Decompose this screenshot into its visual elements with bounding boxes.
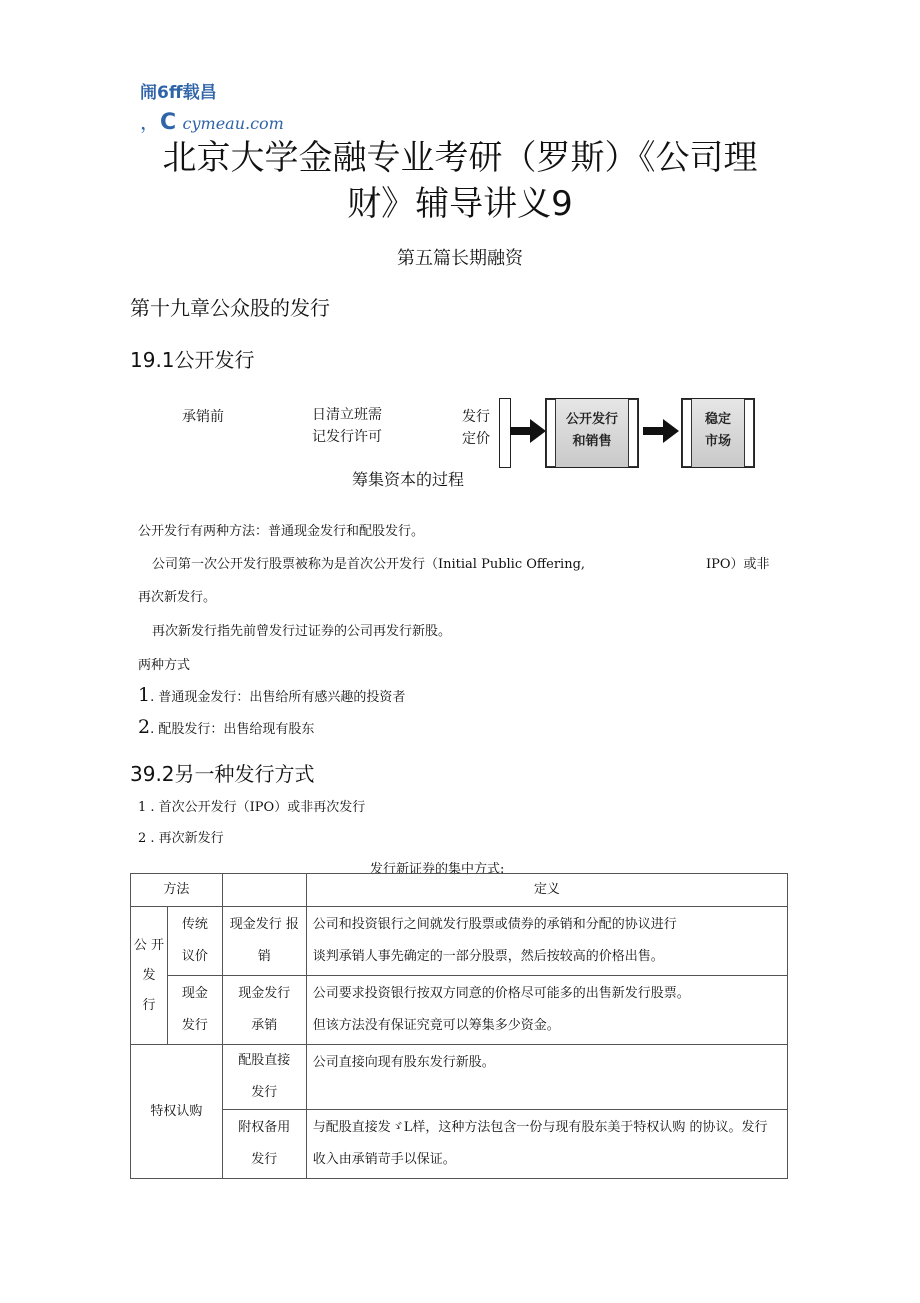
paragraph-2c: 再次新发行。 bbox=[138, 590, 217, 605]
sub-label-line1: 传统 bbox=[181, 917, 208, 932]
diagram-steps-line1: 日清立班需 bbox=[312, 407, 382, 423]
diagram-pricing-line1: 发行 bbox=[462, 409, 490, 425]
sub-label-line2: 发行 bbox=[181, 1018, 208, 1033]
sub-label-line1: 现金 bbox=[181, 986, 208, 1001]
paragraph-4: 两种方式 bbox=[138, 658, 191, 673]
definition-line1: 公司和投资银行之间就发行股票或债券的承销和分配的协议进行 bbox=[312, 917, 677, 932]
arrow-right-icon bbox=[643, 419, 679, 443]
list-item bbox=[138, 684, 405, 706]
list-item bbox=[138, 716, 314, 738]
section-heading-2: 39.2另一种发行方式 bbox=[130, 762, 315, 786]
list-item-number: 1 bbox=[138, 684, 151, 706]
table-row-name bbox=[222, 907, 306, 976]
table-row-definition bbox=[306, 907, 787, 976]
diagram-box-stabilize bbox=[681, 398, 755, 468]
diagram-box-offering-line2: 和销售 bbox=[572, 434, 612, 449]
group-public-offering-line3: 行 bbox=[142, 997, 156, 1013]
group-public-offering-line2: 发 bbox=[142, 967, 156, 983]
paragraph-2a: 公司第一次公开发行股票被称为是首次公开发行（Initial Public Offering, bbox=[152, 557, 586, 572]
group-public-offering-line1: 公 开 bbox=[133, 937, 165, 953]
diagram-pre-label: 承销前 bbox=[182, 409, 224, 425]
definition-line2: 谈判承销人事先确定的一部分股票，然后按较高的价格出售。 bbox=[312, 949, 664, 964]
list-item-text: . 配股发行：出售给现有股东 bbox=[150, 722, 315, 737]
list-item-text: . 普通现金发行：出售给所有感兴趣的投资者 bbox=[150, 690, 406, 705]
table-row-name bbox=[222, 1110, 306, 1179]
diagram-steps-line2: 记发行许可 bbox=[312, 429, 382, 445]
diagram-box-stabilize-line2: 市场 bbox=[704, 434, 731, 449]
header-method: 方法 bbox=[131, 874, 223, 907]
header-empty bbox=[222, 874, 306, 907]
paragraph-2b: IPO）或非 bbox=[706, 557, 770, 572]
method-name-line1: 配股直接 bbox=[238, 1053, 291, 1068]
definition-line1: 与配股直接发ゞL样，这种方法包含一份与现有股东美于特权认购 的协议。发行 bbox=[312, 1120, 768, 1135]
table-row-sub bbox=[167, 976, 222, 1045]
paragraph-3: 再次新发行指先前曾发行过证券的公司再发行新股。 bbox=[152, 624, 452, 639]
diagram-box-stabilize-line1: 稳定 bbox=[704, 412, 731, 427]
header-definition: 定义 bbox=[306, 874, 787, 907]
method-name-line1: 现金发行 bbox=[238, 986, 291, 1001]
group-public-offering bbox=[131, 907, 168, 1045]
list-item-number: 2 bbox=[138, 716, 151, 738]
list-item: 2 . 再次新发行 bbox=[138, 831, 224, 846]
table-row-definition bbox=[306, 1110, 787, 1179]
watermark-url: cymeau.com bbox=[182, 114, 284, 133]
diagram-pricing bbox=[462, 406, 490, 450]
sub-label-line2: 议价 bbox=[181, 949, 208, 964]
table-caption: 发行新证券的集中方式: bbox=[370, 862, 505, 877]
document-title-line2: 财》辅导讲义9 bbox=[347, 184, 573, 224]
table-row-name bbox=[222, 976, 306, 1045]
method-name-line2: 发行 bbox=[251, 1085, 278, 1100]
definition-line2: 但该方法没有保证究竟可以筹集多少资金。 bbox=[312, 1018, 560, 1033]
table-row-name bbox=[222, 1045, 306, 1110]
paragraph-1: 公开发行有两种方法：普通现金发行和配股发行。 bbox=[138, 524, 425, 539]
document-title-line1: 北京大学金融专业考研（罗斯）《公司理 bbox=[162, 138, 758, 178]
watermark-line2 bbox=[140, 106, 284, 135]
definition-line1: 公司直接向现有股东发行新股。 bbox=[312, 1055, 495, 1070]
part-heading: 第五篇长期融资 bbox=[397, 248, 523, 269]
method-name-line2: 发行 bbox=[251, 1152, 278, 1167]
group-rights-offering: 特权认购 bbox=[131, 1045, 223, 1179]
section-heading-1: 19.1公开发行 bbox=[130, 348, 255, 372]
watermark-line1: 闹6ff载昌 bbox=[140, 83, 217, 103]
diagram-box-offering-line1: 公开发行 bbox=[565, 412, 618, 427]
chapter-heading: 第十九章公众股的发行 bbox=[130, 296, 330, 320]
table-row-definition bbox=[306, 976, 787, 1045]
diagram-box-offering bbox=[545, 398, 639, 468]
method-name-line2: 销 bbox=[257, 949, 271, 964]
watermark-prefix: ， bbox=[140, 110, 160, 134]
diagram-steps bbox=[312, 404, 382, 448]
list-item: 1 . 首次公开发行（IPO）或非再次发行 bbox=[138, 800, 366, 815]
diagram-pricing-line2: 定价 bbox=[462, 431, 490, 447]
table-row-definition bbox=[306, 1045, 787, 1110]
method-name-line1: 附权备用 bbox=[238, 1120, 291, 1135]
arrow-right-icon bbox=[510, 419, 546, 443]
diagram-caption: 筹集资本的过程 bbox=[352, 470, 465, 489]
issuance-methods-table bbox=[130, 873, 788, 1179]
table-row-sub bbox=[167, 907, 222, 976]
method-name-line2: 承销 bbox=[251, 1018, 278, 1033]
definition-line1: 公司要求投资银行按双方同意的价格尽可能多的出售新发行股票。 bbox=[312, 986, 690, 1001]
watermark-c: C bbox=[160, 110, 177, 135]
definition-line2: 收入由承销苛手以保证。 bbox=[312, 1152, 456, 1167]
method-name-line1: 现金发行 报 bbox=[229, 917, 299, 932]
